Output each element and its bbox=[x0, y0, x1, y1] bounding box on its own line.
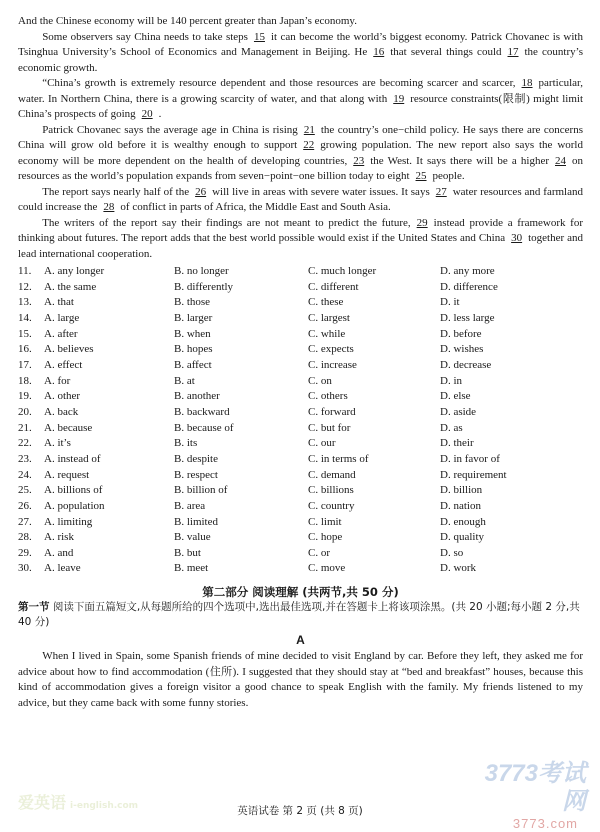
passage-text: water resources and farmland could increase the bbox=[18, 185, 583, 213]
option-row bbox=[18, 499, 583, 515]
option-a: A. other bbox=[44, 390, 81, 403]
option-d: D. aside bbox=[440, 405, 477, 418]
option-a: A. back bbox=[44, 405, 79, 418]
option-row bbox=[18, 327, 583, 343]
passage-text: together and lead international cooperation. bbox=[18, 232, 583, 260]
question-number: 17. bbox=[18, 358, 32, 371]
option-b: B. those bbox=[174, 296, 211, 309]
option-b: B. despite bbox=[174, 452, 218, 465]
option-a: A. request bbox=[44, 468, 90, 481]
option-a: A. population bbox=[44, 499, 105, 512]
option-b: B. affect bbox=[174, 358, 212, 371]
blank-28: 28 bbox=[103, 201, 115, 213]
option-c: C. billions bbox=[308, 484, 354, 497]
option-b: B. hopes bbox=[174, 343, 213, 356]
option-row bbox=[18, 561, 583, 577]
option-d: D. their bbox=[440, 437, 474, 450]
option-c: C. move bbox=[308, 562, 346, 575]
passage-text: . bbox=[158, 108, 162, 120]
option-row bbox=[18, 468, 583, 484]
question-number: 15. bbox=[18, 327, 32, 340]
option-b: B. because of bbox=[174, 421, 234, 434]
option-b: B. its bbox=[174, 437, 198, 450]
blank-26: 26 bbox=[195, 185, 207, 198]
option-row bbox=[18, 546, 583, 562]
watermark-left-text: 爱英语 bbox=[18, 793, 67, 812]
passage-text: instead provide a framework for thinking about futures. The report adds that the best world possible would exist if the United States and China bbox=[18, 216, 583, 244]
question-number: 30. bbox=[18, 562, 32, 575]
option-b: B. respect bbox=[174, 468, 218, 481]
option-row bbox=[18, 436, 583, 452]
passage-paragraph bbox=[18, 30, 583, 77]
option-c: C. or bbox=[308, 546, 330, 559]
passage-text: the country’s one−child policy. He says there are concerns China will grow old before it is wealthy enough to support bbox=[18, 123, 583, 151]
blank-22: 22 bbox=[303, 139, 315, 151]
option-b: B. differently bbox=[174, 280, 234, 293]
option-b: B. backward bbox=[174, 405, 230, 418]
passage-text: of conflict in parts of Africa, the Middle East and South Asia. bbox=[120, 201, 391, 213]
option-row bbox=[18, 311, 583, 327]
option-c: C. on bbox=[308, 374, 332, 387]
blank-27: 27 bbox=[435, 185, 447, 198]
question-number: 21. bbox=[18, 421, 32, 434]
question-number: 16. bbox=[18, 343, 32, 356]
option-row bbox=[18, 389, 583, 405]
question-number: 24. bbox=[18, 468, 32, 481]
option-row bbox=[18, 280, 583, 296]
passage-text: particular, water. In Northern China, there is a growing scarcity of water, and that along with bbox=[18, 77, 583, 105]
blank-25: 25 bbox=[415, 170, 427, 182]
option-b: B. when bbox=[174, 327, 211, 340]
question-number: 27. bbox=[18, 515, 32, 528]
question-number: 12. bbox=[18, 280, 32, 293]
option-c: C. hope bbox=[308, 531, 343, 544]
passage-paragraph bbox=[18, 216, 583, 263]
passage-text: that several things could bbox=[390, 46, 502, 58]
question-number: 25. bbox=[18, 484, 32, 497]
option-c: C. others bbox=[308, 390, 348, 403]
blank-30: 30 bbox=[511, 232, 523, 244]
passage-paragraph bbox=[18, 185, 583, 216]
option-b: B. at bbox=[174, 374, 195, 387]
option-c: C. our bbox=[308, 437, 336, 450]
option-a: A. effect bbox=[44, 358, 83, 371]
blank-15: 15 bbox=[253, 30, 265, 43]
section-subtitle: 第一节 bbox=[18, 601, 50, 614]
option-d: D. else bbox=[440, 390, 471, 403]
option-a: A. believes bbox=[44, 343, 94, 356]
cloze-passage bbox=[18, 14, 583, 262]
blank-19: 19 bbox=[393, 92, 405, 105]
option-row bbox=[18, 483, 583, 499]
option-c: C. while bbox=[308, 327, 346, 340]
passage-text: the West. It says there will be a higher bbox=[370, 154, 549, 167]
option-c: C. in terms of bbox=[308, 452, 369, 465]
section-instructions bbox=[18, 600, 583, 630]
page-footer: 英语试卷 第 2 页 (共 8 页) bbox=[237, 805, 363, 817]
passage-text: The report says nearly half of the bbox=[42, 185, 190, 198]
passage-text: growing population. The new report also says the world economy will be more dependent on the health of developing countries, bbox=[18, 139, 583, 167]
option-d: D. billion bbox=[440, 484, 483, 497]
question-number: 22. bbox=[18, 437, 32, 450]
option-d: D. it bbox=[440, 296, 460, 309]
passage-text: And the Chinese economy will be 140 percent greater than Japan’s economy. bbox=[18, 15, 357, 27]
question-number: 23. bbox=[18, 452, 32, 465]
blank-21: 21 bbox=[303, 123, 315, 136]
blank-29: 29 bbox=[416, 216, 428, 229]
option-c: C. but for bbox=[308, 421, 351, 434]
option-d: D. in favor of bbox=[440, 452, 500, 465]
option-row bbox=[18, 421, 583, 437]
blank-23: 23 bbox=[353, 154, 365, 167]
question-number: 13. bbox=[18, 296, 32, 309]
option-d: D. less large bbox=[440, 311, 495, 324]
passage-text: it can become the world’s biggest economy. Patrick Chovanec is with Tsinghua University’s School of Economics and Management in Beijing. He bbox=[18, 30, 583, 58]
option-d: D. as bbox=[440, 421, 463, 434]
option-a: A. the same bbox=[44, 280, 97, 293]
option-row bbox=[18, 295, 583, 311]
option-d: D. enough bbox=[440, 515, 486, 528]
option-c: C. forward bbox=[308, 405, 356, 418]
answer-options bbox=[18, 264, 583, 577]
passage-text: Patrick Chovanec says the average age in China is rising bbox=[42, 123, 298, 136]
option-d: D. quality bbox=[440, 531, 484, 544]
option-d: D. requirement bbox=[440, 468, 507, 481]
option-row bbox=[18, 530, 583, 546]
watermark-left-sub: i-english.com bbox=[70, 801, 139, 811]
question-number: 20. bbox=[18, 405, 32, 418]
option-b: B. meet bbox=[174, 562, 209, 575]
option-d: D. before bbox=[440, 327, 482, 340]
passage-paragraph bbox=[18, 14, 583, 30]
option-row bbox=[18, 264, 583, 280]
watermark-right bbox=[466, 760, 586, 832]
passage-paragraph bbox=[18, 123, 583, 185]
option-c: C. largest bbox=[308, 311, 350, 324]
section-title: 第二部分 阅读理解 (共两节,共 50 分) bbox=[202, 585, 399, 600]
blank-17: 17 bbox=[507, 46, 519, 58]
option-b: B. larger bbox=[174, 311, 213, 324]
option-a: A. risk bbox=[44, 531, 74, 544]
option-row bbox=[18, 374, 583, 390]
option-c: C. these bbox=[308, 296, 344, 309]
option-a: A. instead of bbox=[44, 452, 101, 465]
option-b: B. no longer bbox=[174, 265, 229, 277]
option-c: C. increase bbox=[308, 358, 357, 371]
option-a: A. after bbox=[44, 327, 78, 340]
question-number: 11. bbox=[18, 265, 32, 277]
option-b: B. another bbox=[174, 390, 220, 403]
option-row bbox=[18, 358, 583, 374]
option-d: D. so bbox=[440, 546, 464, 559]
passage-paragraph bbox=[18, 76, 583, 123]
option-d: D. nation bbox=[440, 499, 481, 512]
option-d: D. difference bbox=[440, 280, 498, 293]
option-d: D. decrease bbox=[440, 358, 492, 371]
option-row bbox=[18, 405, 583, 421]
option-a: A. because bbox=[44, 421, 93, 434]
option-a: A. large bbox=[44, 311, 80, 324]
section-instructions-text: 阅读下面五篇短文,从每题所给的四个选项中,选出最佳选项,并在答题卡上将该项涂黑。(共 20 小题;每小题 2 分,共 40 分) bbox=[18, 601, 580, 629]
blank-24: 24 bbox=[555, 154, 566, 167]
option-a: A. billions of bbox=[44, 484, 103, 497]
passage-text: Some observers say China needs to take steps bbox=[42, 30, 248, 43]
option-c: C. expects bbox=[308, 343, 354, 356]
option-a: A. and bbox=[44, 546, 74, 559]
option-b: B. value bbox=[174, 531, 211, 544]
option-d: D. in bbox=[440, 374, 462, 387]
option-row bbox=[18, 515, 583, 531]
option-d: D. work bbox=[440, 562, 477, 575]
passage-text: will live in areas with severe water issues. It says bbox=[212, 185, 430, 198]
passage-text: people. bbox=[432, 170, 465, 182]
option-a: A. limiting bbox=[44, 515, 93, 528]
option-b: B. but bbox=[174, 546, 201, 559]
question-number: 18. bbox=[18, 374, 32, 387]
passage-text: the country’s economic growth. bbox=[18, 46, 583, 74]
option-d: D. wishes bbox=[440, 343, 484, 356]
option-c: C. demand bbox=[308, 468, 356, 481]
passage-a-label: A bbox=[296, 633, 305, 648]
blank-18: 18 bbox=[521, 77, 533, 89]
option-c: C. much longer bbox=[308, 265, 377, 277]
watermark-right-site: 3773.com bbox=[512, 816, 578, 831]
option-a: A. it’s bbox=[44, 437, 71, 450]
blank-20: 20 bbox=[141, 108, 153, 120]
option-a: A. for bbox=[44, 374, 71, 387]
passage-text: on resources as the world’s population expands from seven−point−one billion today to eight bbox=[18, 154, 583, 182]
option-a: A. any longer bbox=[44, 265, 105, 277]
option-a: A. that bbox=[44, 296, 74, 309]
option-row bbox=[18, 342, 583, 358]
exam-page bbox=[18, 14, 583, 711]
option-d: D. any more bbox=[440, 265, 495, 277]
watermark-right-logo: 3773考试网 bbox=[484, 760, 586, 815]
option-b: B. limited bbox=[174, 515, 218, 528]
passage-text: “China’s growth is extremely resource dependent and those resources are becoming scarcer and scarcer, bbox=[42, 77, 516, 89]
option-row bbox=[18, 452, 583, 468]
question-number: 26. bbox=[18, 499, 32, 512]
option-b: B. area bbox=[174, 499, 206, 512]
passage-text: resource constraints(限制) might limit China’s prospects of going bbox=[18, 92, 583, 120]
option-c: C. different bbox=[308, 280, 359, 293]
passage-a-text: When I lived in Spain, some Spanish friends of mine decided to visit England by car. Before they left, they asked me for advice about how to find accommodation (住所). I suggested that they should stay at “bed and breakfast” houses, because this kind of accommodation gives a foreign visitor a good chance to speak English with the family. My friends listened to my advice, but they came back with some funny stories. bbox=[18, 650, 583, 709]
question-number: 28. bbox=[18, 531, 32, 544]
option-a: A. leave bbox=[44, 562, 81, 575]
question-number: 19. bbox=[18, 390, 32, 403]
option-c: C. country bbox=[308, 499, 355, 512]
option-b: B. billion of bbox=[174, 484, 228, 497]
passage-text: The writers of the report say their findings are not meant to predict the future, bbox=[42, 216, 411, 229]
question-number: 29. bbox=[18, 546, 32, 559]
option-c: C. limit bbox=[308, 515, 342, 528]
blank-16: 16 bbox=[373, 46, 385, 58]
question-number: 14. bbox=[18, 311, 32, 324]
